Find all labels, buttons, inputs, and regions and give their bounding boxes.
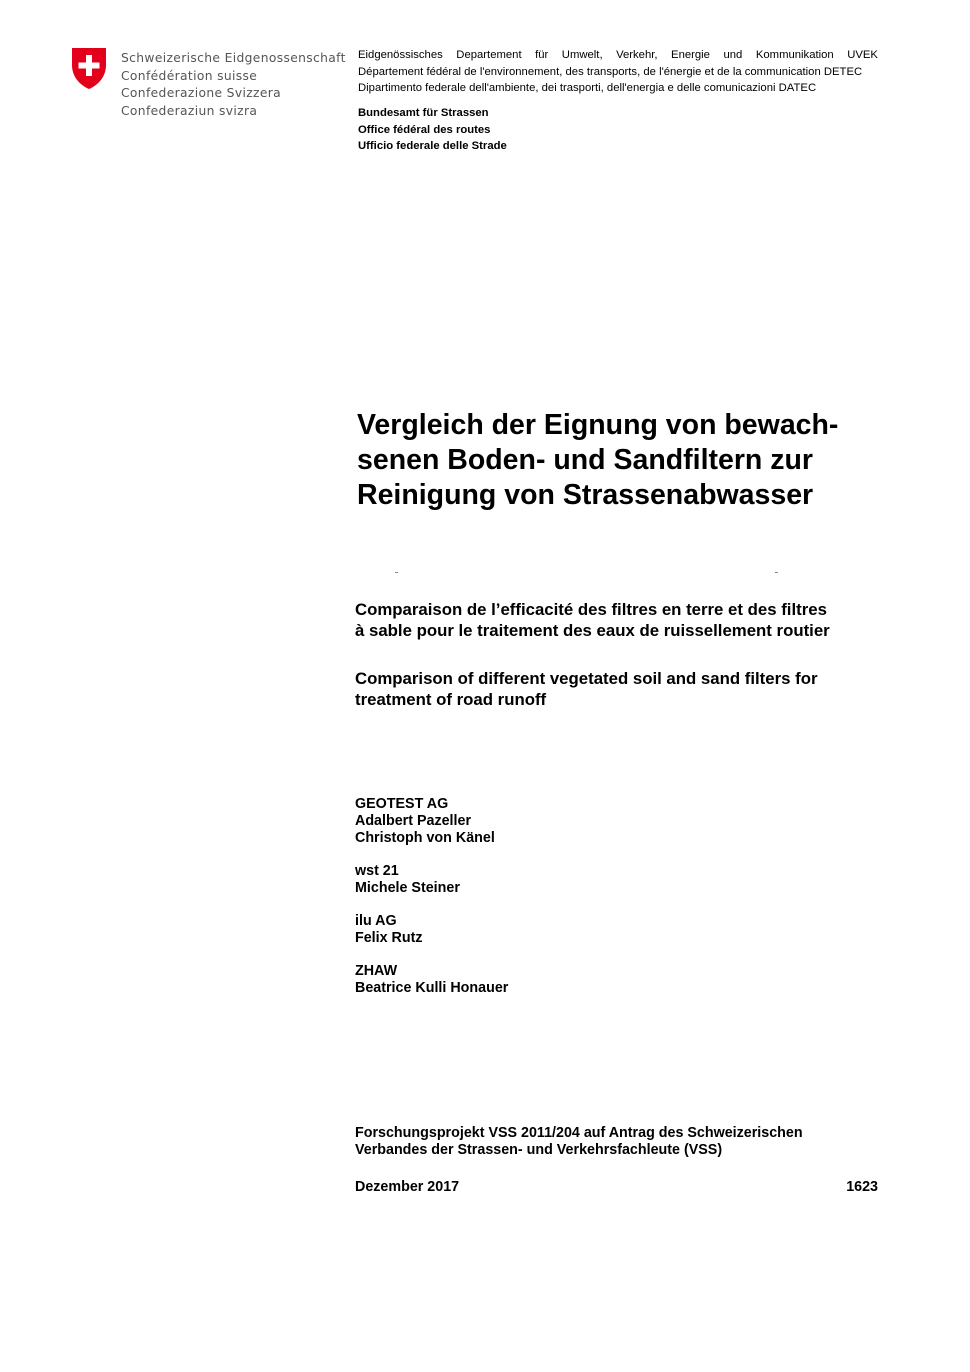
author-group-zhaw [355,963,508,997]
author-name: Felix Rutz [355,930,423,946]
report-number: 1623 [846,1179,878,1195]
subtitle-french [355,600,915,641]
author-org: wst 21 [355,863,399,879]
department-block [358,47,878,97]
research-project-note [355,1125,878,1159]
project-line: Forschungsprojekt VSS 2011/204 auf Antrag des Schweizerischen [355,1125,803,1141]
tick-mark-left [395,572,398,573]
department-line-it: Dipartimento federale dell'ambiente, dei trasporti, dell'energia e delle comunicazioni DATEC [358,82,817,94]
logo-line-de: Schweizerische Eidgenossenschaft [121,51,346,65]
department-word: Kommunikation [755,49,834,61]
department-word: Verkehr, [616,49,658,61]
author-name: Beatrice Kulli Honauer [355,980,509,996]
author-group-geotest [355,796,508,847]
logo-line-fr: Confédération suisse [121,68,258,83]
title-line: Vergleich der Eignung von bewach- [357,409,839,441]
title-line: Reinigung von Strassenabwasser [357,479,814,511]
subtitle-line: Comparaison de l’efficacité des filtres en terre et des filtres [355,600,827,619]
office-line-it: Ufficio federale delle Strade [358,140,507,152]
title-line: senen Boden- und Sandfiltern zur [357,444,814,476]
author-group-ilu [355,913,508,947]
department-line-fr: Département fédéral de l'environnement, des transports, de l'énergie et de la communication DETEC [358,65,863,78]
publication-date: Dezember 2017 [355,1179,460,1195]
department-line-de [358,47,878,64]
office-line-de: Bundesamt für Strassen [358,107,489,119]
office-block [358,105,507,155]
authors-block [355,796,508,1013]
department-word: Umwelt, [561,49,603,61]
swiss-confederation-logo [71,47,346,119]
subtitle-line: treatment of road runoff [355,689,547,709]
author-name: Michele Steiner [355,880,460,896]
subtitle-line: Comparison of different vegetated soil and sand filters for [355,669,818,688]
date-and-number [355,1179,878,1196]
author-name: Adalbert Pazeller [355,813,472,829]
author-group-wst21 [355,863,508,897]
tick-mark-right [775,572,778,573]
department-word: UVEK [847,49,878,61]
subtitle-line: à sable pour le traitement des eaux de ruissellement routier [355,620,830,640]
author-org: GEOTEST AG [355,796,449,812]
department-word: und [723,49,743,61]
logo-wordmark [121,50,346,121]
author-org: ilu AG [355,913,397,929]
logo-line-rm: Confederaziun svizra [121,104,258,119]
department-word: Departement [456,49,522,61]
office-line-fr: Office fédéral des routes [358,123,491,136]
report-title [357,408,917,513]
author-name: Christoph von Känel [355,830,495,846]
logo-line-it: Confederazione Svizzera [121,86,282,101]
department-word: Eidgenössisches [358,49,443,61]
author-org: ZHAW [355,963,398,979]
project-line: Verbandes der Strassen- und Verkehrsfachleute (VSS) [355,1142,723,1158]
decorative-tick-marks [395,572,780,578]
department-word: Energie [671,49,710,61]
swiss-shield-icon [71,47,107,90]
subtitle-english [355,669,915,710]
department-word: für [535,49,549,61]
